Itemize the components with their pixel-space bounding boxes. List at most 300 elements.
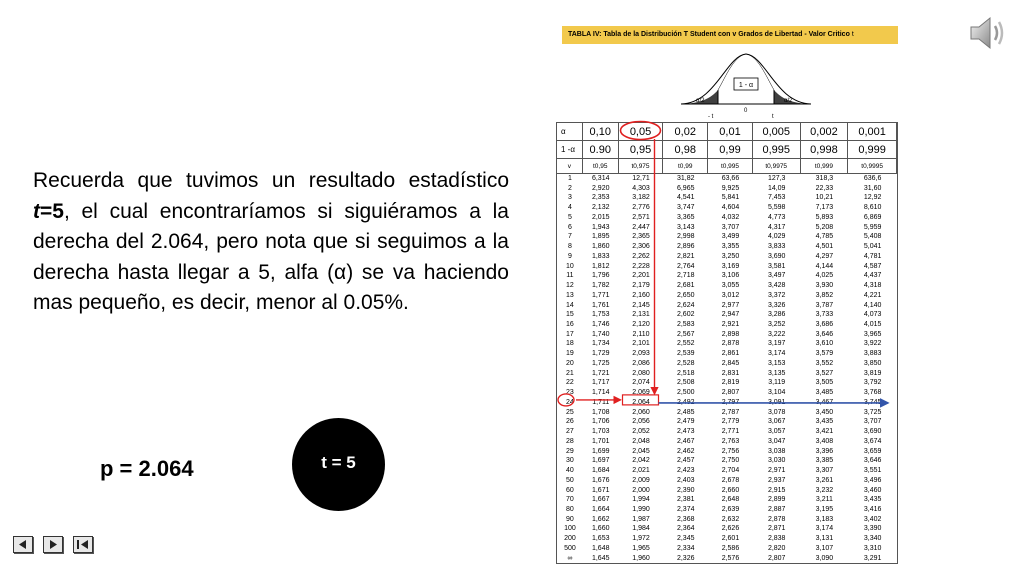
critical-value-cell: 3,372	[767, 291, 786, 299]
critical-value-cell: 2,898	[721, 330, 740, 338]
critical-value-cell: 1,761	[591, 301, 610, 309]
degrees-of-freedom-cell: 70	[566, 496, 574, 504]
critical-value-cell: 2,650	[676, 291, 695, 299]
degrees-of-freedom-cell: 60	[566, 486, 574, 494]
critical-value-cell: 2,776	[632, 204, 650, 212]
critical-value-cell: 1,667	[591, 496, 610, 504]
critical-value-cell: 2,528	[676, 359, 695, 367]
critical-value-cell: 3,930	[815, 282, 834, 290]
table-row	[557, 495, 897, 505]
critical-value-cell: 2,064	[632, 398, 650, 406]
critical-value-cell: 2,518	[676, 369, 695, 377]
next-slide-icon[interactable]	[43, 536, 63, 553]
critical-value-cell: 2,632	[721, 515, 740, 523]
critical-value-cell: 3,012	[721, 291, 740, 299]
critical-value-cell: 2,462	[676, 447, 695, 455]
critical-value-cell: 2,552	[676, 340, 695, 348]
critical-value-cell: 2,797	[721, 398, 740, 406]
degrees-of-freedom-cell: 12	[566, 282, 574, 290]
critical-value-cell: 2,586	[721, 544, 740, 552]
critical-value-cell: 1,676	[591, 476, 610, 484]
degrees-of-freedom-cell: 9	[567, 252, 572, 260]
critical-value-cell: 2,820	[767, 544, 786, 552]
critical-value-cell: 3,552	[815, 359, 834, 367]
one-minus-value: 0.90	[583, 141, 619, 158]
critical-value-cell: 1,987	[632, 515, 650, 523]
table-row	[557, 515, 897, 525]
degrees-of-freedom-cell: 200	[564, 535, 576, 543]
degrees-of-freedom-cell: 21	[566, 369, 574, 377]
t-subscript: t0,99	[663, 159, 708, 173]
critical-value-cell: 2,878	[721, 340, 740, 348]
critical-value-cell: 3,819	[863, 369, 882, 377]
degrees-of-freedom-cell: 11	[566, 272, 574, 280]
critical-value-cell: 3,467	[815, 398, 834, 406]
critical-value-cell: 3,174	[815, 525, 834, 533]
critical-value-cell: 3,195	[815, 505, 834, 513]
critical-value-cell: 2,145	[632, 301, 650, 309]
critical-value-cell: 4,140	[863, 301, 882, 309]
table-row	[557, 320, 897, 330]
critical-value-cell: 2,042	[632, 457, 650, 465]
degrees-of-freedom-cell: 17	[566, 330, 574, 338]
table-row	[557, 339, 897, 349]
critical-value-cell: 1,812	[591, 262, 610, 270]
critical-value-cell: 3,286	[767, 311, 786, 319]
critical-value-cell: 3,416	[863, 505, 882, 513]
paragraph-eq: =5	[40, 199, 64, 223]
one-minus-alpha-row	[556, 140, 898, 158]
critical-value-cell: 2,093	[632, 350, 650, 358]
critical-value-cell: 2,000	[632, 486, 650, 494]
critical-value-cell: 1,833	[591, 252, 610, 260]
critical-value-cell: 3,402	[863, 515, 882, 523]
critical-value-cell: 2,681	[676, 282, 695, 290]
critical-value-cell: 2,479	[676, 418, 695, 426]
critical-value-cell: 2,048	[632, 437, 650, 445]
degrees-of-freedom-cell: 100	[564, 525, 576, 533]
last-slide-icon[interactable]	[73, 536, 93, 553]
critical-value-cell: 4,437	[863, 272, 882, 280]
critical-value-cell: 1,965	[632, 544, 650, 552]
table-row	[557, 544, 897, 554]
critical-value-cell: 2,052	[632, 428, 650, 436]
critical-value-cell: 2,500	[676, 389, 695, 397]
critical-value-cell: 2,756	[721, 447, 740, 455]
critical-value-cell: 2,704	[721, 467, 740, 475]
critical-value-cell: 3,435	[815, 418, 834, 426]
critical-value-cell: 1,740	[591, 330, 610, 338]
critical-value-cell: 2,763	[721, 437, 740, 445]
critical-value-cell: 2,069	[632, 389, 650, 397]
table-row	[557, 359, 897, 369]
critical-value-cell: 2,467	[676, 437, 695, 445]
critical-value-cell: 4,015	[863, 321, 882, 329]
critical-value-cell: 2,074	[632, 379, 650, 387]
critical-value-cell: 2,947	[721, 311, 740, 319]
curve-right-t: t	[772, 114, 774, 120]
degrees-of-freedom-cell: 18	[566, 340, 574, 348]
table-row	[557, 447, 897, 457]
paragraph-t: t	[33, 199, 40, 223]
critical-value-cell: 2,567	[676, 330, 695, 338]
t-subscript: t0,95	[583, 159, 619, 173]
critical-value-cell: 3,355	[721, 243, 740, 251]
critical-value-cell: 3,326	[767, 301, 786, 309]
critical-value-cell: 3,250	[721, 252, 740, 260]
critical-value-cell: 4,144	[815, 262, 834, 270]
critical-value-cell: 1,701	[591, 437, 610, 445]
speaker-icon[interactable]	[968, 15, 1008, 51]
table-row	[557, 466, 897, 476]
critical-value-cell: 127,3	[767, 175, 786, 182]
critical-value-cell: 2,831	[721, 369, 740, 377]
distribution-curve	[676, 46, 816, 122]
critical-value-cell: 3,581	[767, 262, 786, 270]
critical-value-cell: 1,697	[591, 457, 610, 465]
critical-value-cell: 1,708	[591, 408, 610, 416]
critical-value-cell: 1,984	[632, 525, 650, 533]
table-row	[557, 524, 897, 534]
critical-value-cell: 2,390	[676, 486, 695, 494]
critical-value-cell: 3,340	[863, 535, 882, 543]
table-body	[556, 174, 898, 564]
critical-value-cell: 3,291	[863, 554, 882, 562]
critical-value-cell: 4,604	[721, 204, 740, 212]
degrees-of-freedom-cell: 20	[566, 359, 574, 367]
critical-value-cell: 3,646	[863, 457, 882, 465]
critical-value-cell: 2,750	[721, 457, 740, 465]
critical-value-cell: 3,131	[815, 535, 834, 543]
critical-value-cell: 3,169	[721, 262, 740, 270]
critical-value-cell: 3,707	[721, 223, 740, 231]
critical-value-cell: 2,920	[591, 184, 610, 192]
critical-value-cell: 2,807	[767, 554, 786, 562]
critical-value-cell: 4,785	[815, 233, 834, 241]
alpha-value: 0,005	[753, 123, 801, 140]
critical-value-cell: 6,314	[591, 175, 610, 182]
degrees-of-freedom-cell: 6	[567, 223, 572, 231]
critical-value-cell: 3,385	[815, 457, 834, 465]
critical-value-cell: 4,025	[815, 272, 834, 280]
critical-value-cell: 6,965	[676, 184, 695, 192]
critical-value-cell: 3,310	[863, 544, 882, 552]
degrees-of-freedom-cell: 25	[566, 408, 574, 416]
critical-value-cell: 7,173	[815, 204, 834, 212]
critical-value-cell: 3,579	[815, 350, 834, 358]
table-row	[557, 184, 897, 194]
table-row	[557, 427, 897, 437]
critical-value-cell: 1,994	[632, 496, 650, 504]
t-student-table	[556, 26, 902, 563]
critical-value-cell: 2,896	[676, 243, 695, 251]
critical-value-cell: 2,381	[676, 496, 695, 504]
critical-value-cell: 1,717	[591, 379, 610, 387]
critical-value-cell: 4,032	[721, 213, 740, 221]
paragraph-part-2: , el cual encontraríamos si siguiéramos a la derecha del 2.064, pero nota que si seguimos a la derecha hasta llegar a 5, alfa (α) se va haciendo mas pequeño, es decir, menor al 0.05%.	[33, 199, 509, 314]
critical-value-cell: 2,998	[676, 233, 695, 241]
critical-value-cell: 2,228	[632, 262, 650, 270]
critical-value-cell: 2,678	[721, 476, 740, 484]
critical-value-cell: 2,368	[676, 515, 695, 523]
critical-value-cell: 2,045	[632, 447, 650, 455]
table-row	[557, 369, 897, 379]
critical-value-cell: 12,92	[863, 194, 882, 202]
critical-value-cell: 1,990	[632, 505, 650, 513]
critical-value-cell: 1,645	[591, 554, 610, 562]
critical-value-cell: 2,485	[676, 408, 695, 416]
critical-value-cell: 3,852	[815, 291, 834, 299]
t-value-circle	[292, 418, 385, 511]
degrees-of-freedom-cell: 23	[566, 389, 574, 397]
critical-value-cell: 3,067	[767, 418, 786, 426]
t-subscript: t0,9975	[753, 159, 801, 173]
critical-value-cell: 4,587	[863, 262, 882, 270]
one-minus-label: 1 -α	[557, 141, 583, 158]
critical-value-cell: 2,915	[767, 486, 786, 494]
critical-value-cell: 3,450	[815, 408, 834, 416]
critical-value-cell: 318,3	[815, 175, 834, 182]
critical-value-cell: 2,819	[721, 379, 740, 387]
critical-value-cell: 1,860	[591, 243, 610, 251]
table-row	[557, 378, 897, 388]
alpha-label: α	[557, 123, 583, 140]
critical-value-cell: 3,396	[815, 447, 834, 455]
critical-value-cell: 9,925	[721, 184, 740, 192]
explanation-paragraph	[33, 166, 509, 319]
critical-value-cell: 3,460	[863, 486, 882, 494]
critical-value-cell: 2,871	[767, 525, 786, 533]
critical-value-cell: 1,664	[591, 505, 610, 513]
critical-value-cell: 2,492	[676, 398, 695, 406]
degrees-of-freedom-cell: ∞	[567, 554, 573, 562]
critical-value-cell: 12,71	[632, 175, 650, 182]
critical-value-cell: 2,056	[632, 418, 650, 426]
critical-value-cell: 3,261	[815, 476, 834, 484]
t-subscript: t0,995	[708, 159, 753, 173]
critical-value-cell: 2,179	[632, 282, 650, 290]
table-row	[557, 398, 897, 408]
table-row	[557, 554, 897, 564]
critical-value-cell: 2,718	[676, 272, 695, 280]
critical-value-cell: 2,787	[721, 408, 740, 416]
critical-value-cell: 1,699	[591, 447, 610, 455]
critical-value-cell: 2,771	[721, 428, 740, 436]
t-value-label: t = 5	[321, 452, 356, 472]
critical-value-cell: 3,252	[767, 321, 786, 329]
critical-value-cell: 3,222	[767, 330, 786, 338]
critical-value-cell: 2,101	[632, 340, 650, 348]
critical-value-cell: 2,779	[721, 418, 740, 426]
critical-value-cell: 3,153	[767, 359, 786, 367]
table-row	[557, 456, 897, 466]
critical-value-cell: 10,21	[815, 194, 834, 202]
critical-value-cell: 2,131	[632, 311, 650, 319]
critical-value-cell: 1,771	[591, 291, 610, 299]
critical-value-cell: 2,457	[676, 457, 695, 465]
critical-value-cell: 2,601	[721, 535, 740, 543]
critical-value-cell: 22,33	[815, 184, 834, 192]
critical-value-cell: 3,659	[863, 447, 882, 455]
critical-value-cell: 4,221	[863, 291, 882, 299]
critical-value-cell: 3,690	[767, 252, 786, 260]
critical-value-cell: 3,435	[863, 496, 882, 504]
degrees-of-freedom-cell: 50	[566, 476, 574, 484]
critical-value-cell: 2,403	[676, 476, 695, 484]
critical-value-cell: 3,055	[721, 282, 740, 290]
critical-value-cell: 5,959	[863, 223, 882, 231]
critical-value-cell: 2,009	[632, 476, 650, 484]
critical-value-cell: 3,038	[767, 447, 786, 455]
critical-value-cell: 2,602	[676, 311, 695, 319]
critical-value-cell: 3,197	[767, 340, 786, 348]
table-row	[557, 232, 897, 242]
alpha-value: 0,02	[663, 123, 708, 140]
table-row	[557, 534, 897, 544]
critical-value-cell: 2,838	[767, 535, 786, 543]
critical-value-cell: 2,334	[676, 544, 695, 552]
critical-value-cell: 3,408	[815, 437, 834, 445]
critical-value-cell: 3,390	[863, 525, 882, 533]
critical-value-cell: 3,211	[815, 496, 833, 504]
degrees-of-freedom-cell: 500	[564, 544, 576, 552]
table-row	[557, 388, 897, 398]
critical-value-cell: 1,753	[591, 311, 610, 319]
table-row	[557, 262, 897, 272]
critical-value-cell: 2,353	[591, 194, 610, 202]
critical-value-cell: 3,850	[863, 359, 882, 367]
critical-value-cell: 2,583	[676, 321, 695, 329]
table-title: TABLA IV: Tabla de la Distribución T Student con v Grados de Libertad - Valor Critico t	[562, 26, 898, 44]
critical-value-cell: 2,648	[721, 496, 740, 504]
critical-value-cell: 3,787	[815, 301, 834, 309]
critical-value-cell: 14,09	[767, 184, 786, 192]
critical-value-cell: 4,781	[863, 252, 882, 260]
critical-value-cell: 3,485	[815, 389, 834, 397]
critical-value-cell: 2,971	[767, 467, 786, 475]
critical-value-cell: 4,297	[815, 252, 834, 260]
one-minus-value: 0,95	[619, 141, 664, 158]
alpha-value: 0,002	[801, 123, 849, 140]
critical-value-cell: 2,624	[676, 301, 695, 309]
critical-value-cell: 3,768	[863, 389, 882, 397]
critical-value-cell: 1,943	[591, 223, 610, 231]
degrees-of-freedom-cell: 8	[567, 243, 572, 251]
table-row	[557, 437, 897, 447]
critical-value-cell: 2,626	[721, 525, 740, 533]
table-row	[557, 476, 897, 486]
critical-value-cell: 8,610	[863, 204, 882, 212]
alpha-value: 0,05	[619, 123, 664, 140]
critical-value-cell: 3,232	[815, 486, 834, 494]
degrees-of-freedom-cell: 22	[566, 379, 574, 387]
table-row	[557, 203, 897, 213]
table-row	[557, 310, 897, 320]
critical-value-cell: 3,646	[815, 330, 834, 338]
critical-value-cell: 2,132	[591, 204, 610, 212]
critical-value-cell: 5,598	[767, 204, 786, 212]
critical-value-cell: 1,746	[591, 321, 610, 329]
critical-value-cell: 4,317	[767, 223, 786, 231]
critical-value-cell: 3,497	[767, 272, 786, 280]
critical-value-cell: 1,684	[591, 467, 610, 475]
critical-value-cell: 3,057	[767, 428, 786, 436]
critical-value-cell: 1,796	[591, 272, 610, 280]
critical-value-cell: 3,183	[815, 515, 834, 523]
critical-value-cell: 3,747	[676, 204, 695, 212]
critical-value-cell: 2,345	[676, 535, 695, 543]
critical-value-cell: 1,729	[591, 350, 610, 358]
critical-value-cell: 2,878	[767, 515, 786, 523]
critical-value-cell: 5,408	[863, 233, 882, 241]
degrees-of-freedom-cell: 7	[567, 233, 572, 241]
critical-value-cell: 2,576	[721, 554, 740, 562]
alpha-value: 0,001	[848, 123, 897, 140]
table-row	[557, 417, 897, 427]
critical-value-cell: 3,496	[863, 476, 882, 484]
critical-value-cell: 3,307	[815, 467, 834, 475]
critical-value-cell: 2,365	[632, 233, 650, 241]
p-value-label: p = 2.064	[100, 456, 194, 481]
curve-center-label: 1 - α	[738, 82, 754, 89]
critical-value-cell: 2,120	[632, 321, 650, 329]
critical-value-cell: 2,015	[591, 213, 610, 221]
critical-value-cell: 2,887	[767, 505, 786, 513]
critical-value-cell: 2,977	[721, 301, 740, 309]
curve-zero: 0	[744, 108, 748, 114]
critical-value-cell: 2,447	[632, 223, 650, 231]
table-grid	[556, 122, 898, 564]
critical-value-cell: 3,090	[815, 554, 834, 562]
degrees-of-freedom-cell: 40	[566, 467, 574, 475]
critical-value-cell: 3,499	[721, 233, 740, 241]
critical-value-cell: 3,365	[676, 213, 695, 221]
critical-value-cell: 1,671	[591, 486, 610, 494]
curve-left-t: - t	[708, 114, 714, 120]
critical-value-cell: 1,714	[591, 389, 610, 397]
first-slide-icon[interactable]	[13, 536, 33, 553]
critical-value-cell: 1,960	[632, 554, 650, 562]
degrees-of-freedom-cell: 16	[566, 321, 574, 329]
critical-value-cell: 63,66	[721, 175, 740, 182]
table-row	[557, 271, 897, 281]
critical-value-cell: 1,660	[591, 525, 610, 533]
critical-value-cell: 3,686	[815, 321, 834, 329]
one-minus-value: 0,995	[753, 141, 801, 158]
table-row	[557, 213, 897, 223]
alpha-row	[556, 122, 898, 140]
critical-value-cell: 2,660	[721, 486, 740, 494]
degrees-of-freedom-cell: 24	[566, 398, 574, 406]
table-row	[557, 281, 897, 291]
critical-value-cell: 3,733	[815, 311, 834, 319]
degrees-of-freedom-cell: 5	[567, 213, 572, 221]
critical-value-cell: 2,473	[676, 428, 695, 436]
critical-value-cell: 3,690	[863, 428, 882, 436]
critical-value-cell: 2,821	[676, 252, 695, 260]
table-row	[557, 408, 897, 418]
critical-value-cell: 2,764	[676, 262, 695, 270]
critical-value-cell: 2,021	[632, 467, 650, 475]
critical-value-cell: 1,706	[591, 418, 610, 426]
critical-value-cell: 3,792	[863, 379, 882, 387]
critical-value-cell: 3,551	[863, 467, 882, 475]
critical-value-cell: 2,262	[632, 252, 650, 260]
critical-value-cell: 3,428	[767, 282, 786, 290]
critical-value-cell: 2,937	[767, 476, 786, 484]
critical-value-cell: 2,326	[676, 554, 695, 562]
critical-value-cell: 3,421	[815, 428, 834, 436]
